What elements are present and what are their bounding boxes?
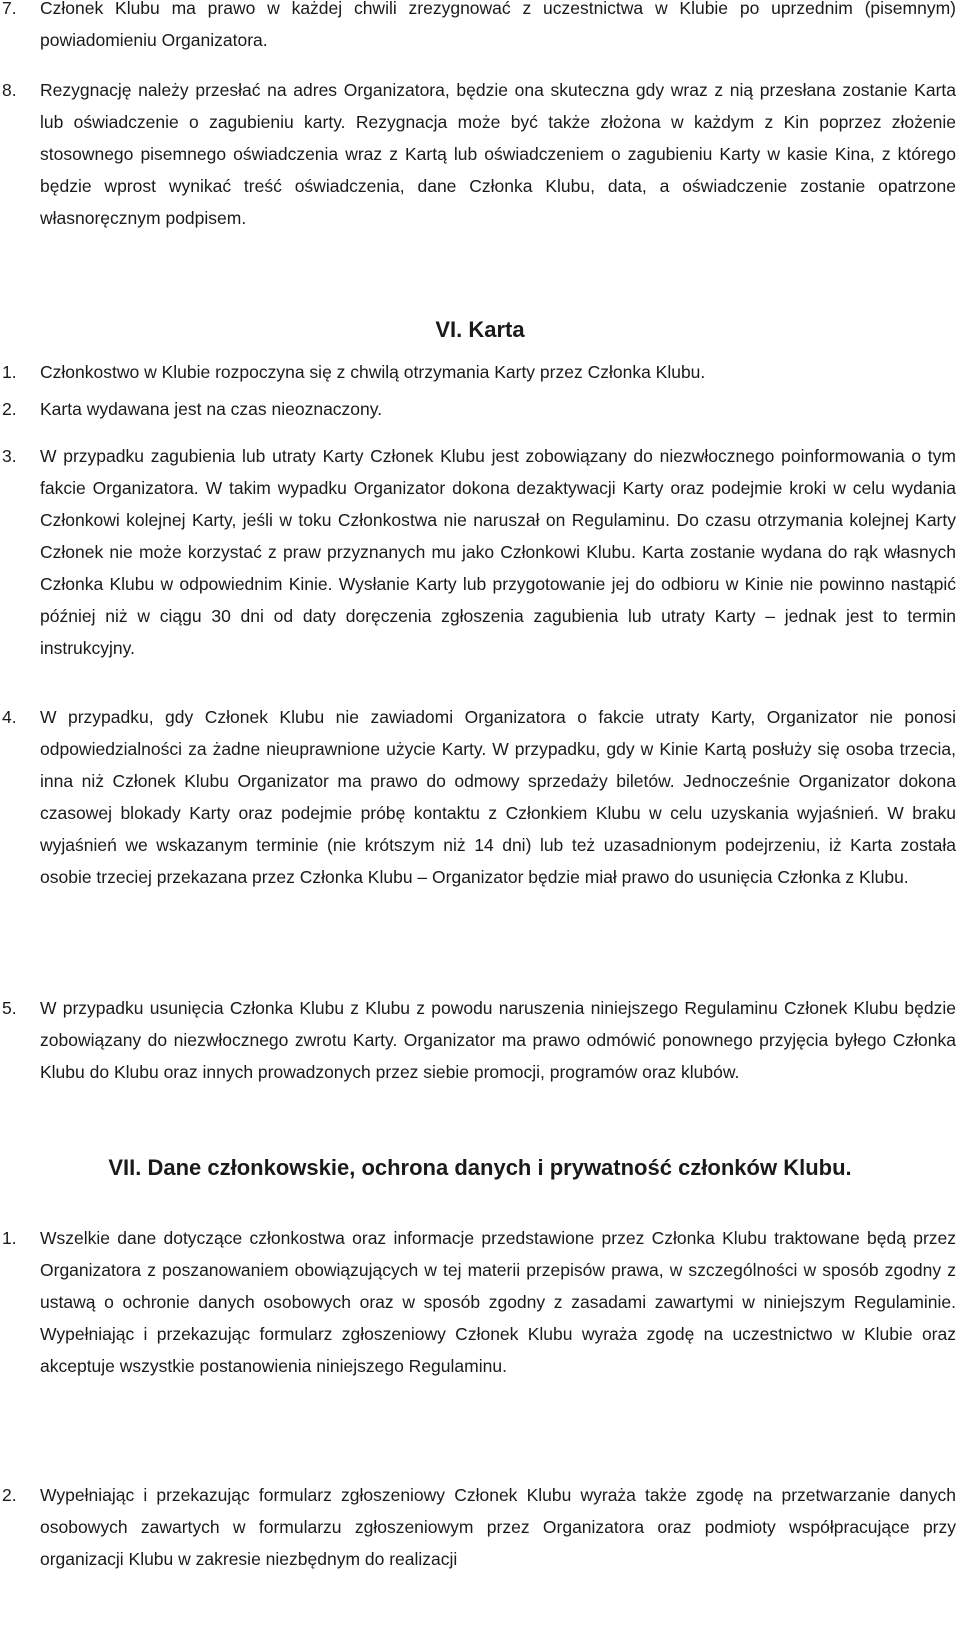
list-item (2, 0, 956, 56)
list-item (2, 992, 956, 1088)
item-number: 3. (2, 446, 17, 466)
item-text: Rezygnację należy przesłać na adres Organizatora, będzie ona skuteczna gdy wraz z nią przesłana zostanie Karta lub oświadczenie o zagubieniu karty. Rezygnacja może być także złożona w każdym z Kin poprzez złożenie stosownego pisemnego oświadczenia wraz z Kartą lub oświadczeniem o zagubieniu Karty w kasie Kina, z którego będzie wprost wynikać treść oświadczenia, dane Członka Klubu, data, a oświadczenie zostanie opatrzone własnoręcznym podpisem. (40, 80, 956, 228)
item-number: 1. (2, 1228, 17, 1248)
item-text: W przypadku usunięcia Członka Klubu z Klubu z powodu naruszenia niniejszego Regulaminu Członek Klubu będzie zobowiązany do niezwłocznego zwrotu Karty. Organizator ma prawo odmówić ponownego przyjęcia byłego Członka Klubu do Klubu oraz innych prowadzonych przez siebie promocji, programów oraz klubów. (40, 998, 956, 1082)
list-item (2, 440, 956, 664)
item-text: Wypełniając i przekazując formularz zgłoszeniowy Członek Klubu wyraża także zgodę na przetwarzanie danych osobowych zawartych w formularzu zgłoszeniowym przez Organizatora oraz podmioty współpracujące przy organizacji Klubu w zakresie niezbędnym do realizacji (40, 1485, 956, 1569)
item-number: 8. (2, 80, 17, 100)
list-item (2, 74, 956, 234)
item-number: 2. (2, 1485, 17, 1505)
list-item (2, 1479, 956, 1575)
section-heading: VII. Dane członkowskie, ochrona danych i prywatność członków Klubu. (108, 1155, 852, 1180)
item-text: W przypadku, gdy Członek Klubu nie zawiadomi Organizatora o fakcie utraty Karty, Organizator nie ponosi odpowiedzialności za żadne nieuprawnione użycie Karty. W przypadku, gdy w Kinie Kartą posłuży się osoba trzecia, inna niż Członek Klubu Organizator ma prawo do odmowy sprzedaży biletów. Jednocześnie Organizator dokona czasowej blokady Karty oraz podejmie próbę kontaktu z Członkiem Klubu w celu uzyskania wyjaśnień. W braku wyjaśnień we wskazanym terminie (nie krótszym niż 14 dni) lub też uzasadnionym podejrzeniu, iż Karta została osobie trzeciej przekazana przez Członka Klubu – Organizator będzie miał prawo do usunięcia Członka z Klubu. (40, 707, 956, 887)
item-number: 7. (2, 0, 17, 18)
item-number: 4. (2, 707, 17, 727)
section-heading: VI. Karta (435, 317, 525, 342)
item-number: 2. (2, 399, 17, 419)
item-text: W przypadku zagubienia lub utraty Karty Członek Klubu jest zobowiązany do niezwłocznego poinformowania o tym fakcie Organizatora. W takim wypadku Organizator dokona dezaktywacji Karty oraz podejmie kroki w celu wydania Członkowi kolejnej Karty, jeśli w toku Członkostwa nie naruszał on Regulaminu. Do czasu otrzymania kolejnej Karty Członek nie może korzystać z praw przyznanych mu jako Członkowi Klubu. Karta zostanie wydana do rąk własnych Członka Klubu w odpowiednim Kinie. Wysłanie Karty lub przygotowanie jej do odbioru w Kinie nie powinno nastąpić później niż w ciągu 30 dni od daty doręczenia zgłoszenia zagubienia lub utraty Karty – jednak jest to termin instrukcyjny. (40, 446, 956, 658)
item-text: Karta wydawana jest na czas nieoznaczony. (40, 399, 383, 419)
item-text: Członek Klubu ma prawo w każdej chwili zrezygnować z uczestnictwa w Klubie po uprzednim (pisemnym) powiadomieniu Organizatora. (40, 0, 956, 50)
list-item (2, 393, 956, 425)
list-item (2, 701, 956, 893)
item-text: Członkostwo w Klubie rozpoczyna się z chwilą otrzymania Karty przez Członka Klubu. (40, 362, 706, 382)
item-number: 1. (2, 362, 17, 382)
list-item (2, 356, 956, 388)
item-number: 5. (2, 998, 17, 1018)
item-text: Wszelkie dane dotyczące członkostwa oraz informacje przedstawione przez Członka Klubu traktowane będą przez Organizatora z poszanowaniem obowiązujących w tej materii przepisów prawa, w szczególności w sposób zgodny z ustawą o ochronie danych osobowych oraz w sposób zgodny z zasadami zawartymi w niniejszym Regulaminie. Wypełniając i przekazując formularz zgłoszeniowy Członek Klubu wyraża zgodę na uczestnictwo w Klubie oraz akceptuje wszystkie postanowienia niniejszego Regulaminu. (40, 1228, 956, 1376)
list-item (2, 1222, 956, 1382)
